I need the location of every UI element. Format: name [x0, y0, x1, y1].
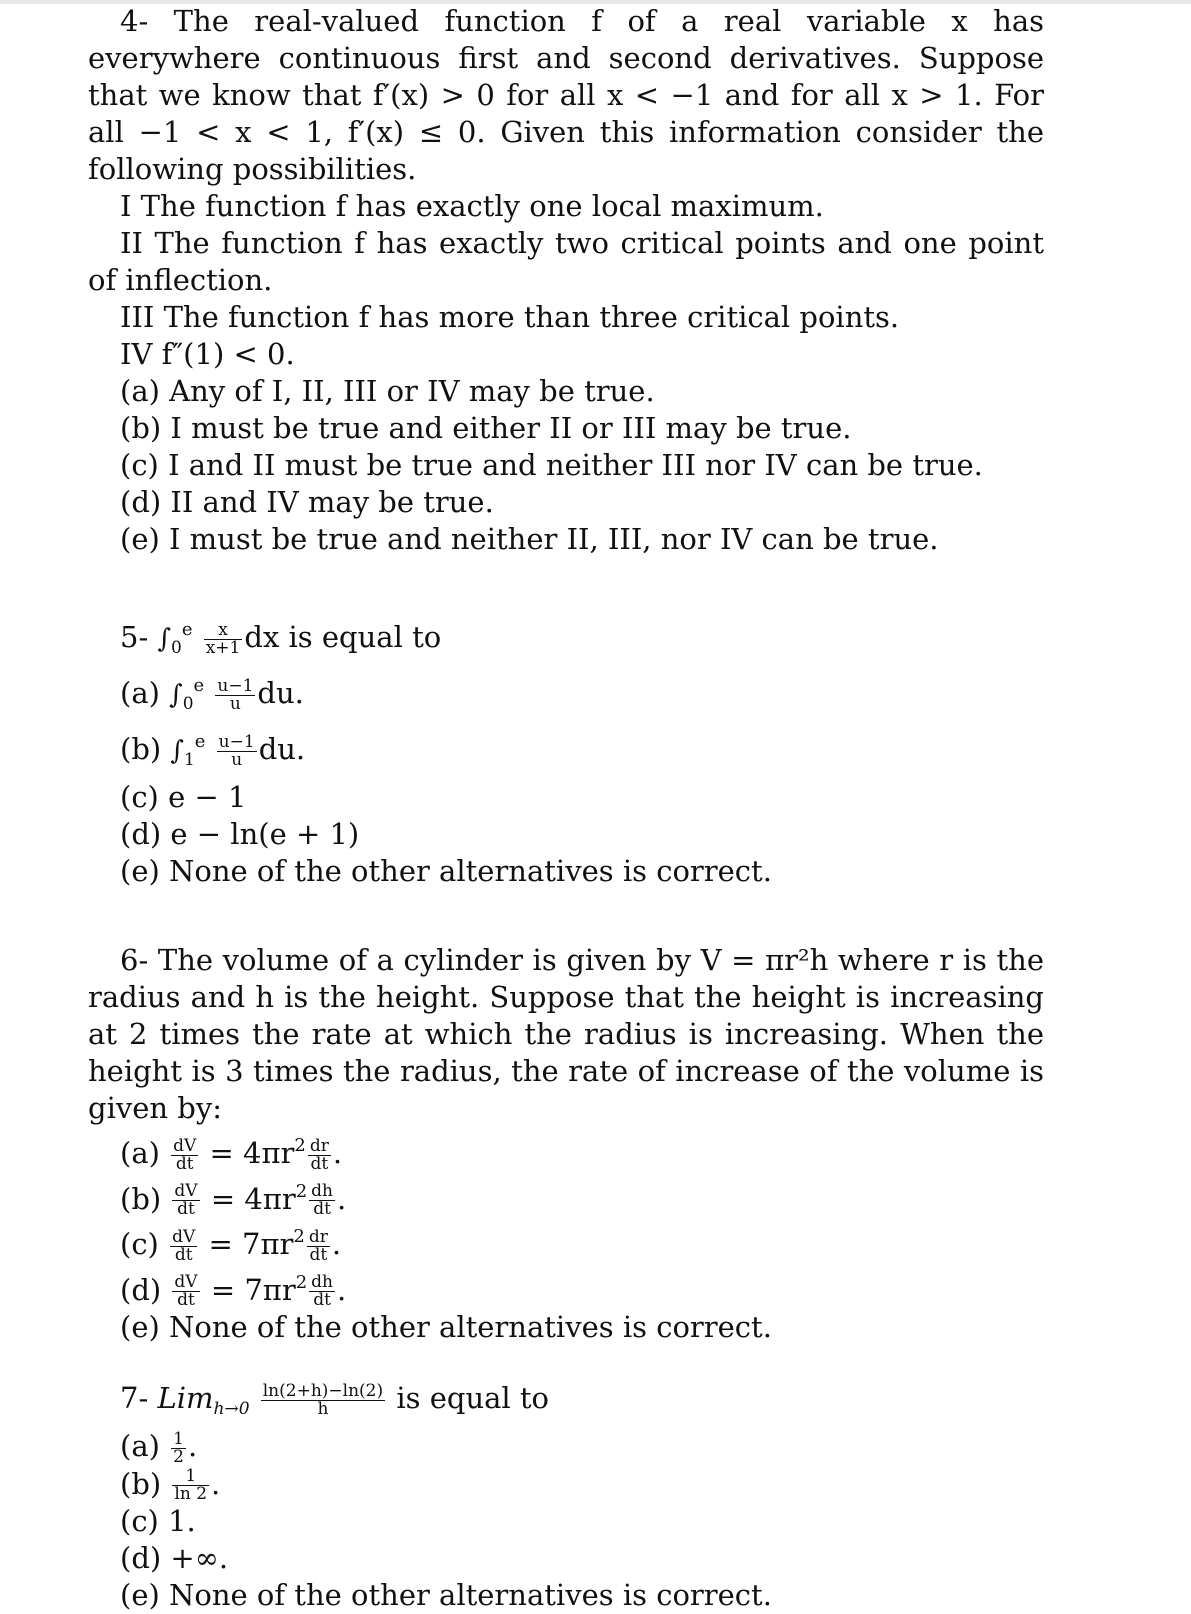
dt-denominator: dt [175, 1153, 194, 1174]
q6-d-square: 2 [295, 1271, 308, 1293]
q6-option-c [88, 1218, 1044, 1264]
q7-b-fraction [172, 1468, 209, 1503]
q6-option-a [88, 1127, 1044, 1173]
q7-stem [88, 1380, 1044, 1428]
question-6 [88, 942, 1044, 1346]
q7-option-d: (d) +∞. [120, 1541, 229, 1575]
q5-a-denominator: u [229, 693, 241, 714]
q5-option-c: (c) e − 1 [120, 780, 247, 814]
q6-a-label: (a) [120, 1136, 160, 1170]
q7-lim-sub: h→0 [213, 1399, 250, 1419]
integral-sign: ∫ [157, 624, 172, 654]
q5-a-upper: e [193, 675, 205, 696]
q7-a-label: (a) [120, 1429, 160, 1463]
question-5 [88, 611, 1044, 890]
q4-statement-3: III The function f has more than three critical points. [120, 300, 900, 334]
dh-numerator: dh [311, 1272, 333, 1292]
q5-b-integrand [217, 731, 257, 770]
dt-denominator: dt [310, 1153, 329, 1174]
q5-b-denominator: u [231, 749, 243, 770]
q5-integrand [204, 619, 243, 658]
q7-option-b [88, 1466, 1044, 1504]
dt-denominator: dt [309, 1244, 328, 1265]
q4-option-e: (e) I must be true and neither II, III, nor IV can be true. [120, 522, 939, 556]
q6-b-square: 2 [295, 1180, 308, 1202]
q7-suffix: is equal to [396, 1381, 550, 1415]
dt-denominator: dt [177, 1290, 195, 1310]
q6-c-dvdt [170, 1226, 197, 1265]
q5-option-b [88, 723, 1044, 779]
q6-d-rate [309, 1274, 335, 1309]
q6-d-coef: = 7πr [210, 1272, 296, 1307]
q7-b-denominator: ln 2 [174, 1484, 208, 1504]
q6-c-rate [307, 1226, 330, 1265]
q7-b-label: (b) [120, 1466, 162, 1501]
q6-option-d [88, 1264, 1044, 1310]
q6-d-label: (d) [120, 1272, 162, 1307]
q7-option-a [88, 1428, 1044, 1466]
q5-numerator: x [204, 622, 243, 640]
q5-b-lower: 1 [183, 750, 195, 770]
q7-lim: Lim [157, 1381, 214, 1415]
q5-lower-limit: 0 [171, 638, 182, 658]
q7-a-period: . [187, 1429, 198, 1463]
q7-a-numerator: 1 [173, 1428, 184, 1449]
q5-option-e: (e) None of the other alternatives is correct. [120, 854, 772, 888]
q5-dx: dx is equal to [244, 620, 442, 654]
q5-a-numerator: u−1 [217, 675, 254, 696]
q6-b-dvdt [172, 1183, 199, 1218]
q6-d-dvdt [172, 1274, 199, 1309]
q6-c-period: . [331, 1227, 342, 1261]
q7-a-denominator: 2 [173, 1446, 184, 1467]
q6-a-square: 2 [294, 1135, 306, 1156]
integral-sign: ∫ [169, 680, 183, 710]
q7-a-fraction [171, 1428, 186, 1467]
q6-option-e: (e) None of the other alternatives is correct. [120, 1310, 772, 1344]
q4-option-a: (a) Any of I, II, III or IV may be true. [120, 374, 655, 408]
q4-statement-2: II The function f has exactly two critical points and one point of inflection. [88, 226, 1044, 297]
dv-numerator: dV [174, 1181, 198, 1201]
dt-denominator: dt [174, 1244, 193, 1265]
dv-numerator: dV [173, 1135, 197, 1156]
dv-numerator: dV [174, 1272, 198, 1292]
q6-option-b [88, 1173, 1044, 1219]
q6-c-square: 2 [293, 1226, 305, 1247]
q4-statement-1: I The function f has exactly one local maximum. [120, 189, 824, 223]
q5-option-a [88, 667, 1044, 723]
q6-d-period: . [337, 1272, 347, 1307]
q7-b-period: . [211, 1466, 221, 1501]
q5-denominator: x+1 [205, 637, 241, 658]
q5-upper-limit: e [181, 619, 193, 640]
q6-a-period: . [332, 1136, 343, 1170]
q7-denominator: h [317, 1398, 329, 1419]
question-7 [88, 1380, 1044, 1614]
q5-option-d: (d) e − ln(e + 1) [120, 817, 360, 851]
q6-c-label: (c) [120, 1227, 159, 1261]
q5-a-integrand [215, 675, 255, 714]
question-4 [88, 3, 1044, 558]
q6-stem: 6- The volume of a cylinder is given by V = πr²h where r is the radius and h is the height. Suppose that the height is increasing at 2 times the rate at which the radius is increasing. When the height is 3 times the radius, the rate of increase of the volume is given by: [88, 943, 1044, 1125]
q5-b-numerator: u−1 [218, 731, 255, 752]
q5-a-lower: 0 [182, 694, 194, 714]
dt-denominator: dt [313, 1290, 331, 1310]
q6-b-rate [309, 1183, 335, 1218]
q5-prefix: 5- [120, 620, 149, 654]
q5-b-label: (b) [120, 732, 162, 766]
q5-b-du: du. [258, 732, 306, 766]
q5-a-label: (a) [120, 676, 160, 710]
q6-a-rate [308, 1135, 331, 1174]
q7-numerator: ln(2+h)−ln(2) [262, 1380, 384, 1401]
q7-fraction [261, 1380, 385, 1419]
q5-b-upper: e [194, 731, 206, 752]
q6-b-period: . [337, 1181, 347, 1216]
q5-a-du: du. [257, 676, 304, 710]
q6-a-dvdt [171, 1135, 198, 1174]
q6-b-coef: = 4πr [210, 1181, 296, 1216]
q4-option-d: (d) II and IV may be true. [120, 485, 494, 519]
q6-a-coef: = 4πr [209, 1136, 295, 1170]
q5-stem [88, 611, 1044, 667]
q7-option-e: (e) None of the other alternatives is correct. [120, 1578, 772, 1612]
dr-numerator: dr [309, 1135, 329, 1156]
dh-numerator: dh [311, 1181, 333, 1201]
q4-option-c: (c) I and II must be true and neither III nor IV can be true. [120, 448, 983, 482]
dt-denominator: dt [313, 1199, 331, 1219]
q7-prefix: 7- [120, 1381, 149, 1415]
q4-option-b: (b) I must be true and either II or III may be true. [120, 411, 852, 445]
q4-stem: 4- The real-valued function f of a real variable x has everywhere continuous first and second derivatives. Suppose that we know that f′(x) > 0 for all x < −1 and for all x > 1. For all −1 < x < 1, f′(x) ≤ 0. Given this information consider the following possibilities. [88, 4, 1044, 186]
dr-numerator: dr [308, 1226, 328, 1247]
q7-option-c: (c) 1. [120, 1504, 196, 1538]
integral-sign: ∫ [170, 736, 184, 766]
q7-b-numerator: 1 [172, 1468, 209, 1486]
q4-statement-4: IV f″(1) < 0. [120, 337, 295, 371]
dv-numerator: dV [172, 1226, 196, 1247]
dt-denominator: dt [177, 1199, 195, 1219]
q6-c-coef: = 7πr [208, 1227, 294, 1261]
q6-b-label: (b) [120, 1181, 162, 1216]
exam-page [88, 3, 1044, 1614]
